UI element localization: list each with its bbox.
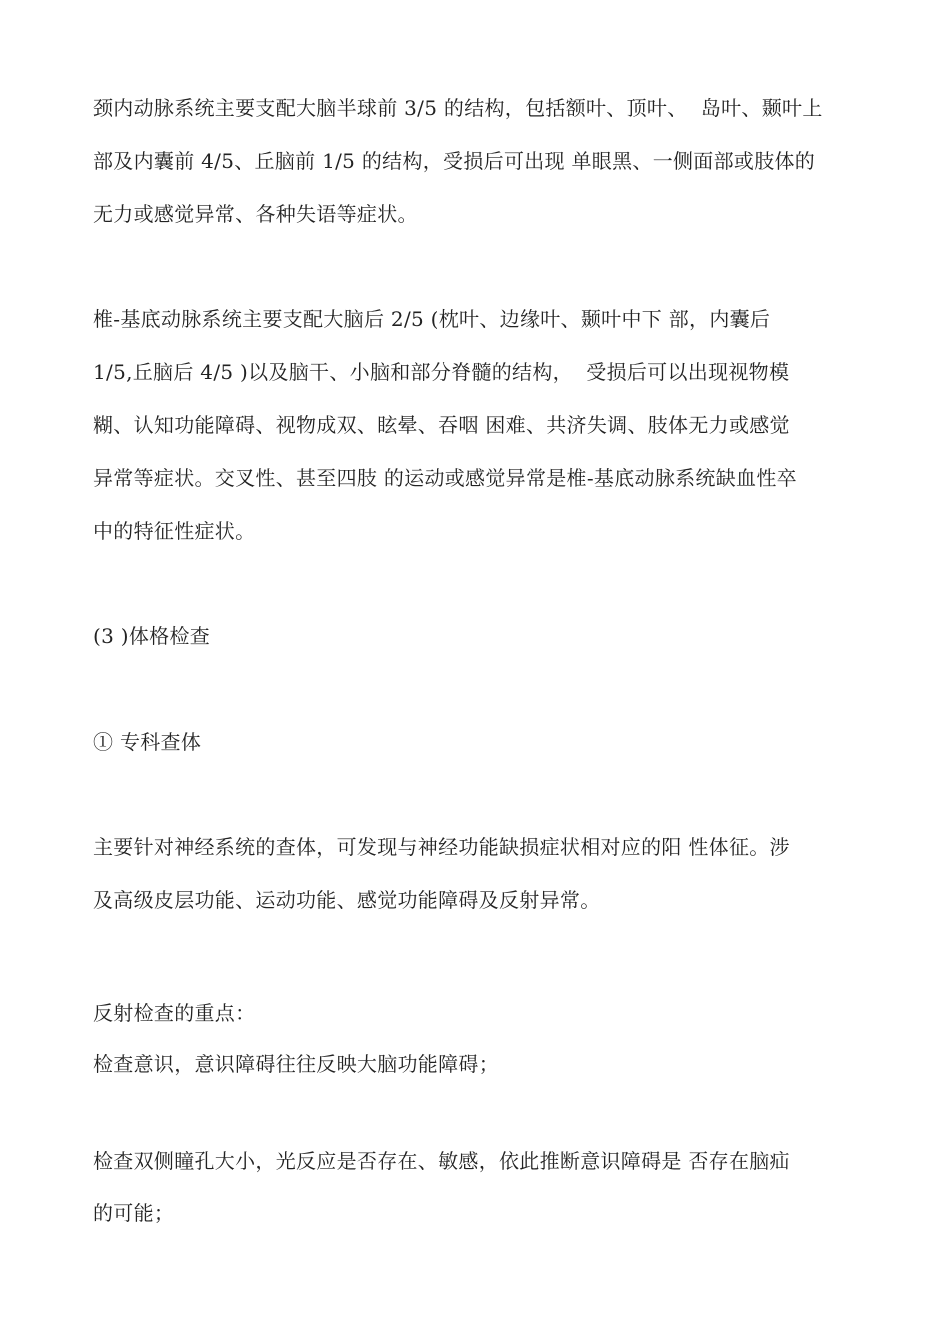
paragraph-vertebrobasilar-line-3: 糊、认知功能障碍、视物成双、眩晕、吞咽 困难、共济失调、肢体无力或感觉	[93, 413, 790, 437]
paragraph-vertebrobasilar-line-2: 1/5,丘脑后 4/5 )以及脑干、小脑和部分脊髓的结构， 受损后可以出现视物模	[93, 360, 790, 384]
reflex-exam-heading: 反射检查的重点：	[93, 1001, 256, 1025]
paragraph-carotid-line-2: 部及内囊前 4/5、丘脑前 1/5 的结构，受损后可出现 单眼黑、一侧面部或肢体的	[93, 149, 816, 173]
paragraph-vertebrobasilar-line-4: 异常等症状。交叉性、甚至四肢 的运动或感觉异常是椎-基底动脉系统缺血性卒	[93, 466, 797, 490]
paragraph-carotid-line-3: 无力或感觉异常、各种失语等症状。	[93, 202, 418, 226]
paragraph-vertebrobasilar-line-1: 椎-基底动脉系统主要支配大脑后 2/5 (枕叶、边缘叶、颞叶中下 部，内囊后	[93, 307, 771, 331]
reflex-exam-item-consciousness: 检查意识，意识障碍往往反映大脑功能障碍；	[93, 1052, 499, 1076]
paragraph-carotid-line-1: 颈内动脉系统主要支配大脑半球前 3/5 的结构，包括额叶、顶叶、 岛叶、颞叶上	[93, 96, 823, 120]
paragraph-pupil-exam-line-1: 检查双侧瞳孔大小，光反应是否存在、敏感，依此推断意识障碍是 否存在脑疝	[93, 1149, 790, 1173]
subheading-specialty-exam: ① 专科查体	[93, 730, 202, 754]
paragraph-pupil-exam-line-2: 的可能；	[93, 1201, 175, 1225]
paragraph-neuro-exam-line-2: 及高级皮层功能、运动功能、感觉功能障碍及反射异常。	[93, 888, 601, 912]
paragraph-vertebrobasilar-line-5: 中的特征性症状。	[93, 519, 256, 543]
paragraph-neuro-exam-line-1: 主要针对神经系统的查体，可发现与神经功能缺损症状相对应的阳 性体征。涉	[93, 835, 790, 859]
section-heading-physical-exam: (3 )体格检查	[93, 624, 211, 648]
